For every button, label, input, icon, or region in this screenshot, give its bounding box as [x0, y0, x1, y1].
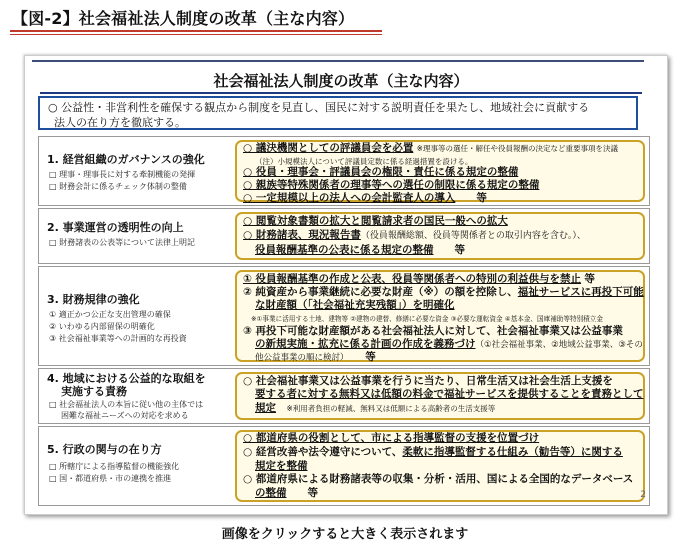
detail-line: 福祉サービスに再投下可能	[517, 286, 644, 298]
detail-note: ※理事等の選任・解任や役員報酬の決定など重要事項を決議	[416, 144, 618, 153]
section-sub: □ 社会福祉法人の本旨に従い他の主体では	[49, 400, 204, 409]
detail-line: 要する者に対する無料又は低額の料金で福祉サービスを提供することを責務として	[255, 388, 644, 400]
detail-note: ※①事業に活用する土地、建物等 ②建物の建替、修繕に必要な資金 ③必要な運転資金 ④基本金、国庫補助等特別積立金	[251, 315, 603, 323]
section-title: 1. 経営組織のガバナンスの強化	[47, 153, 205, 166]
slide-top-line	[32, 60, 644, 62]
detail-etc: 等	[454, 244, 465, 256]
section-detail-box	[235, 430, 645, 502]
intro-box	[38, 96, 638, 130]
section-sub: ② いわゆる内部留保の明確化	[49, 322, 155, 331]
section-transparency	[38, 208, 650, 264]
detail-note: （①社会福祉事業、②地域公益事業、③その	[475, 340, 643, 350]
section-financial-discipline	[38, 266, 650, 366]
title-underline	[40, 92, 642, 94]
intro-line-2: 法人の在り方を徹底する。	[54, 116, 186, 129]
section-sub: □ 所轄庁による指導監督の機能強化	[49, 462, 180, 471]
detail-line: の新規実施・拡充に係る計画の作成を義務づけ	[255, 338, 476, 350]
detail-line: ③ 再投下可能な財産額がある社会福祉法人に対して、社会福祉事業又は公益事業	[243, 325, 623, 337]
detail-line: ○ 都道府県の役割として、市による指導監督の支援を位置づけ	[243, 432, 540, 444]
page-number: 2	[640, 490, 646, 500]
title-rule	[10, 30, 382, 35]
section-administrative-oversight	[38, 426, 650, 506]
section-detail-box	[235, 212, 645, 260]
detail-line: ○ 一定規模以上の法人への会計監査人の導入	[243, 192, 456, 204]
detail-line: ○ 閲覧対象書類の拡大と閲覧請求者の国民一般への拡大	[243, 215, 508, 227]
section-detail-box	[235, 372, 645, 420]
detail-line: 役員報酬基準の公表に係る規定の整備	[255, 244, 434, 256]
detail-line: ○ 都道府県による財務諸表等の収集・分析・活用、国による全国的なデータベース	[243, 473, 634, 485]
detail-note: （注）小規模法人について評議員定数に係る経過措置を設ける。	[255, 157, 473, 166]
intro-line-1: ○ 公益性・非営利性を確保する観点から制度を見直し、国民に対する説明責任を果たし、地域社会に貢献する	[48, 101, 590, 114]
section-title: 3. 財務規律の強化	[47, 293, 140, 306]
detail-etc: 等	[584, 273, 595, 285]
section-title: 実施する責務	[61, 385, 127, 398]
detail-note: 他公益事業の順に検討）	[255, 353, 345, 363]
section-title: 2. 事業運営の透明性の向上	[47, 221, 184, 234]
detail-line: ○ 財務諸表、現況報告書	[243, 229, 361, 241]
section-community-contribution	[38, 368, 650, 424]
section-detail-box	[235, 270, 645, 362]
section-sub: □ 財務諸表の公表等について法律上明記	[49, 238, 195, 247]
section-sub: □ 国・都道府県・市の連携を推進	[49, 474, 172, 483]
enlarge-caption-link[interactable]: 画像をクリックすると大きく表示されます	[221, 527, 469, 542]
detail-line: 規定を整備	[255, 460, 308, 472]
section-header	[39, 369, 225, 423]
detail-etc: 等	[365, 351, 376, 363]
detail-note: ※利用者負担の軽減、無料又は低額による高齢者の生活支援等	[286, 404, 496, 413]
section-sub: □ 理事・理事長に対する牽制機能の発揮	[49, 170, 196, 179]
detail-line: ① 役員報酬基準の作成と公表、役員等関係者への特別の利益供与を禁止	[243, 273, 582, 285]
detail-line: ○ 社会福祉事業又は公益事業を行うに当たり、日常生活又は社会生活上支援を	[243, 375, 613, 387]
detail-line: ○ 経営改善や法令遵守について、	[243, 446, 403, 458]
detail-line: 柔軟に指導監督する仕組み（勧告等）に関する	[402, 446, 623, 458]
detail-line: 規定	[255, 402, 276, 414]
section-header	[39, 137, 225, 205]
slide-title: 社会福祉法人制度の改革（主な内容）	[213, 72, 469, 90]
section-sub: ① 適正かつ公正な支出管理の確保	[49, 310, 171, 319]
section-title: 5. 行政の関与の在り方	[47, 443, 162, 456]
detail-line: の整備	[255, 487, 287, 499]
section-header	[39, 267, 225, 365]
detail-etc: 等	[476, 192, 487, 204]
detail-line: ○ 役員・理事会・評議員会の権限・責任に係る規定の整備	[243, 166, 519, 178]
section-header	[39, 427, 225, 505]
detail-line: ② 純資産から事業継続に必要な財産（※）の額を控除し、	[243, 286, 518, 298]
detail-note: （役員報酬総額、役員等関係者との取引内容を含む。）、	[360, 231, 586, 241]
detail-line: な財産額（「社会福祉充実残額」）を明確化	[255, 299, 455, 311]
detail-line: ○ 親族等特殊関係者の理事等への選任の制限に係る規定の整備	[243, 179, 540, 191]
detail-line: ○ 議決機関としての評議員会を必置	[243, 142, 414, 154]
slide	[26, 58, 656, 506]
section-title: 4. 地域における公益的な取組を	[47, 372, 206, 385]
section-sub: □ 財務会計に係るチェック体制の整備	[49, 182, 187, 191]
section-governance	[38, 136, 650, 206]
section-header	[39, 209, 225, 263]
detail-etc: 等	[307, 487, 318, 499]
section-detail-box	[235, 140, 645, 202]
figure-title: 【図-2】社会福祉法人制度の改革（主な内容）	[12, 9, 355, 28]
section-sub: 困難な福祉ニーズへの対応を求める	[61, 411, 189, 420]
section-sub: ③ 社会福祉事業等への計画的な再投資	[49, 334, 187, 343]
